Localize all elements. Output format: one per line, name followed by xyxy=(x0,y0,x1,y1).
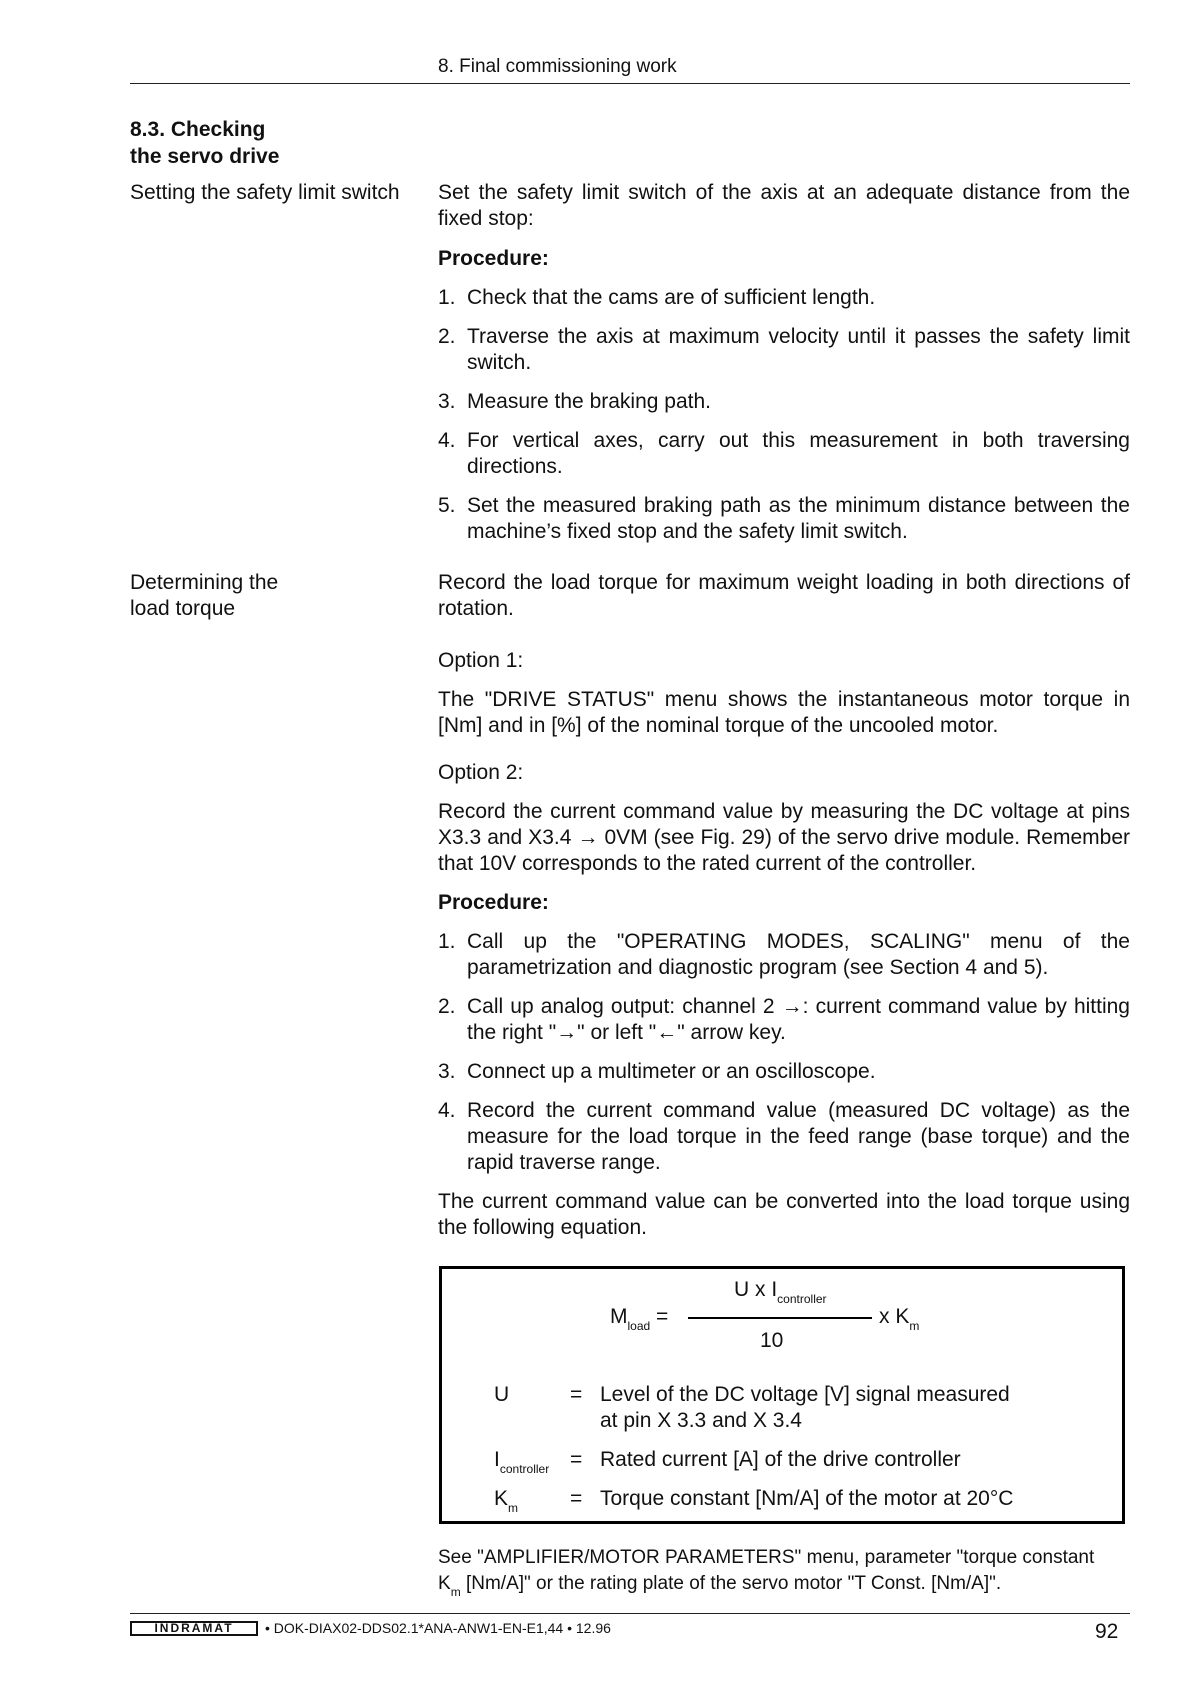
option2-label: Option 2: xyxy=(438,761,524,784)
safety-procedure-label: Procedure: xyxy=(438,247,549,270)
step-number: 3. xyxy=(438,390,456,413)
step-number: 3. xyxy=(438,1060,456,1083)
section-heading xyxy=(130,116,279,170)
definition-text: Torque constant [Nm/A] of the motor at 20°C xyxy=(600,1487,1014,1510)
step-text: Set the measured braking path as the minimum distance between the machine’s fixed stop and the safety limit switch. xyxy=(467,494,1130,543)
side-label-safety: Setting the safety limit switch xyxy=(130,181,400,204)
side-label-line1: Determining the xyxy=(130,571,279,594)
definition-text: Level of the DC voltage [V] signal measured at pin X 3.3 and X 3.4 xyxy=(600,1383,1010,1432)
step-number: 5. xyxy=(438,494,456,517)
load-procedure-label: Procedure: xyxy=(438,891,549,914)
option1-label: Option 1: xyxy=(438,649,524,672)
formula-box xyxy=(439,1266,1125,1524)
step-text: Traverse the axis at maximum velocity until it passes the safety limit switch. xyxy=(467,325,1130,374)
note-text xyxy=(438,1545,1130,1598)
option1-text: The "DRIVE STATUS" menu shows the instantaneous motor torque in [Nm] and in [%] of the nominal torque of the uncooled motor. xyxy=(438,688,1130,737)
step-text: For vertical axes, carry out this measurement in both traversing directions. xyxy=(467,429,1130,478)
page-number: 92 xyxy=(1095,1620,1119,1643)
indramat-logo: INDRAMAT xyxy=(130,1621,258,1636)
definition-symbol: $I_{controller}$ xyxy=(494,1448,550,1476)
step-text: Call up analog output: channel 2 →: current command value by hitting the right "→" or left "←" arrow key. xyxy=(467,995,1130,1044)
definition-text: Rated current [A] of the drive controller xyxy=(600,1448,961,1471)
step-number: 1. xyxy=(438,930,456,953)
section-heading-line1: 8.3. Checking xyxy=(130,118,266,141)
formula-km: x $K_m$ xyxy=(879,1305,920,1333)
step-number: 4. xyxy=(438,429,456,452)
list-item xyxy=(438,1098,1130,1176)
side-label-line2: load torque xyxy=(130,597,236,620)
fraction-line xyxy=(688,1317,872,1319)
formula-lhs: $M_{load}$ = xyxy=(610,1305,669,1333)
conversion-text: The current command value can be converted into the load torque using the following equation. xyxy=(438,1190,1130,1239)
step-number: 2. xyxy=(438,995,456,1018)
definition-equals: = xyxy=(570,1487,583,1510)
list-item xyxy=(438,389,1130,415)
step-text: Check that the cams are of sufficient length. xyxy=(467,286,876,309)
list-item xyxy=(438,324,1130,376)
header-rule xyxy=(130,83,1130,84)
running-header: 8. Final commissioning work xyxy=(438,56,677,77)
list-item xyxy=(438,428,1130,480)
list-item xyxy=(438,929,1130,981)
footer-rule xyxy=(130,1613,1130,1614)
list-item xyxy=(438,1059,1130,1085)
step-text: Call up the "OPERATING MODES, SCALING" menu of the parametrization and diagnostic program (see Section 4 and 5). xyxy=(467,930,1130,979)
definition-equals: = xyxy=(570,1383,583,1406)
list-item xyxy=(438,493,1130,545)
definition-symbol: U xyxy=(494,1383,510,1406)
step-text: Measure the braking path. xyxy=(467,390,711,413)
definition-equals: = xyxy=(570,1448,583,1471)
list-item xyxy=(438,285,1130,311)
note-line2: $K_m$ [Nm/A]" or the rating plate of the servo motor "T Const. [Nm/A]". xyxy=(438,1573,1002,1599)
formula-denominator: 10 xyxy=(760,1329,784,1352)
option2-text: Record the current command value by measuring the DC voltage at pins X3.3 and X3.4 → 0VM (see Fig. 29) of the servo drive module. Remember that 10V corresponds to the rated current of the controller. xyxy=(438,800,1130,875)
document-id: • DOK-DIAX02-DDS02.1*ANA-ANW1-EN-E1,44 • 12.96 xyxy=(265,1620,611,1636)
list-item xyxy=(438,994,1130,1046)
definition-symbol: $K_m$ xyxy=(494,1487,519,1515)
note-line1: See "AMPLIFIER/MOTOR PARAMETERS" menu, parameter "torque constant xyxy=(438,1547,1095,1568)
step-text: Connect up a multimeter or an oscilloscope. xyxy=(467,1060,876,1083)
side-label-load-torque xyxy=(130,570,278,622)
step-text: Record the current command value (measured DC voltage) as the measure for the load torque in the feed range (base torque) and the rapid traverse range. xyxy=(467,1099,1130,1174)
step-number: 1. xyxy=(438,286,456,309)
load-torque-intro: Record the load torque for maximum weight loading in both directions of rotation. xyxy=(438,571,1130,620)
safety-intro: Set the safety limit switch of the axis at an adequate distance from the fixed stop: xyxy=(438,181,1130,230)
formula-numerator: U x $I_{controller}$ xyxy=(734,1278,827,1306)
step-number: 2. xyxy=(438,325,456,348)
section-heading-line2: the servo drive xyxy=(130,145,280,168)
step-number: 4. xyxy=(438,1099,456,1122)
